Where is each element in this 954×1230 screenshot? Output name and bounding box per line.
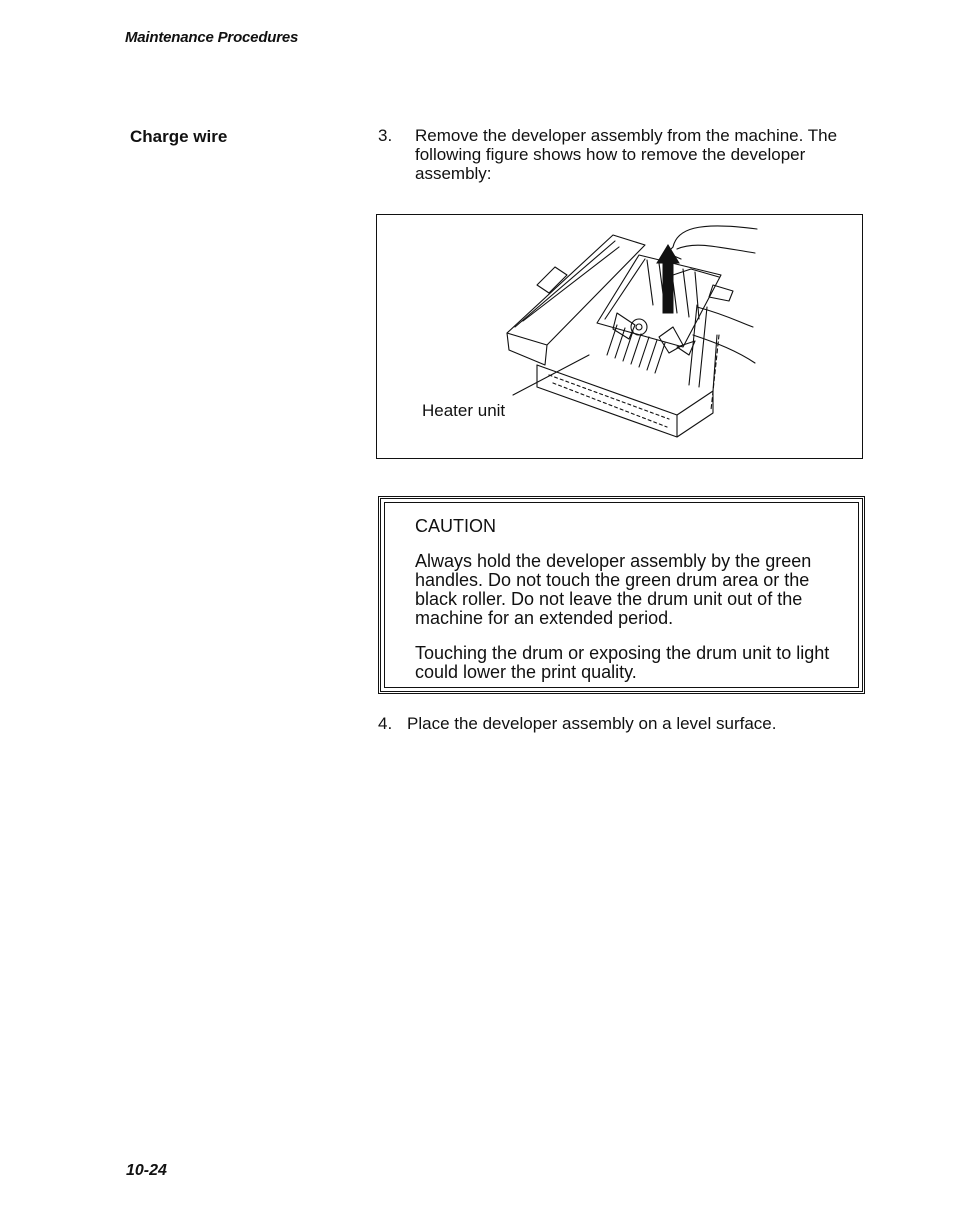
caution-paragraph: Always hold the developer assembly by the green handles. Do not touch the green drum area or the black roller. Do not leave the drum unit out of the machine for an extended period. <box>415 551 812 628</box>
developer-assembly-illustration <box>377 215 864 460</box>
figure-developer-removal <box>376 214 863 459</box>
heater-unit-label: Heater unit <box>422 401 506 420</box>
section-heading: Charge wire <box>130 127 228 146</box>
running-header: Maintenance Procedures <box>125 29 299 46</box>
caution-inner-frame <box>384 502 859 688</box>
caution-title: CAUTION <box>415 516 496 536</box>
caution-box <box>378 496 865 694</box>
step-number: 4. <box>378 714 393 733</box>
caution-paragraph: Touching the drum or exposing the drum unit to light could lower the print quality. <box>415 643 830 682</box>
step-text: Remove the developer assembly from the machine. The following figure shows how to remove the developer assembly: <box>415 126 838 183</box>
step-number: 3. <box>378 126 393 145</box>
step-text: Place the developer assembly on a level surface. <box>407 714 777 733</box>
page-number: 10-24 <box>126 1162 167 1179</box>
